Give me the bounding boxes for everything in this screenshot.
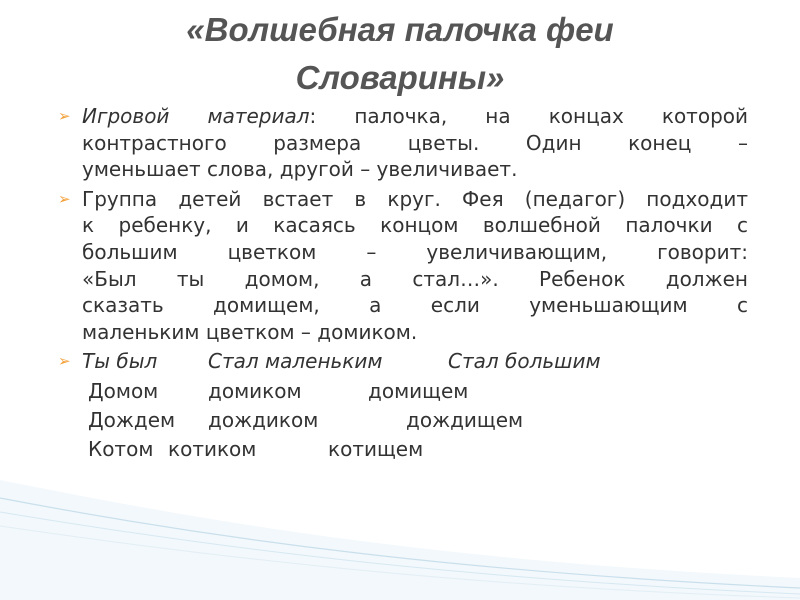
table-cell: дождиком	[208, 408, 319, 433]
paragraph-game-rules	[58, 186, 748, 346]
paragraph1-line-1	[82, 103, 748, 130]
table-row	[88, 378, 748, 407]
paragraph2-line-1: Группа детей встает в круг. Фея (педагог) подходит	[82, 186, 748, 211]
paragraph1-line-1-text: : палочка, на концах которой	[309, 104, 748, 128]
table-cell: дождищем	[406, 408, 524, 433]
table-cell: домищем	[368, 379, 469, 404]
table-header-small: Стал маленьким	[208, 349, 383, 374]
bullet-arrow-icon: ➢	[58, 107, 71, 125]
table-cell: домиком	[208, 379, 302, 404]
table-cell: Домом	[88, 379, 159, 404]
table-cell: котищем	[328, 437, 424, 462]
decorative-swoosh	[0, 460, 800, 600]
slide-content	[58, 103, 748, 465]
table-header-row	[58, 348, 748, 378]
table-header-big: Стал большим	[448, 349, 601, 374]
bullet-arrow-icon: ➢	[58, 189, 71, 208]
paragraph-game-material	[58, 103, 748, 183]
title-line-1: «Волшебная палочка феи	[186, 11, 614, 48]
paragraph1-line-2: контрастного размера цветы. Один конец –	[82, 130, 748, 155]
paragraph2-line-6: маленьким цветком – домиком.	[82, 319, 418, 344]
paragraph2-line-5: сказать домищем, а если уменьшающим с	[82, 293, 748, 318]
table-row	[88, 436, 748, 465]
bullet-arrow-icon: ➢	[58, 352, 71, 371]
table-row	[88, 407, 748, 436]
title-line-2: Словарины»	[295, 59, 505, 96]
paragraph1-line-3: уменьшает слова, другой – увеличивает.	[82, 157, 518, 182]
paragraph2-line-4: «Был ты домом, а стал…». Ребенок должен	[82, 266, 748, 291]
table-cell: котиком	[168, 437, 257, 462]
table-cell: Котом	[88, 437, 154, 462]
paragraph2-line-2: к ребенку, и касаясь концом волшебной палочки с	[82, 213, 748, 238]
table-cell: Дождем	[88, 408, 176, 433]
table-header-was: Ты был	[82, 349, 158, 374]
paragraph1-lead: Игровой материал	[82, 104, 310, 128]
paragraph2-line-3: большим цветком – увеличивающим, говорит:	[82, 239, 748, 264]
slide-title	[40, 6, 760, 102]
